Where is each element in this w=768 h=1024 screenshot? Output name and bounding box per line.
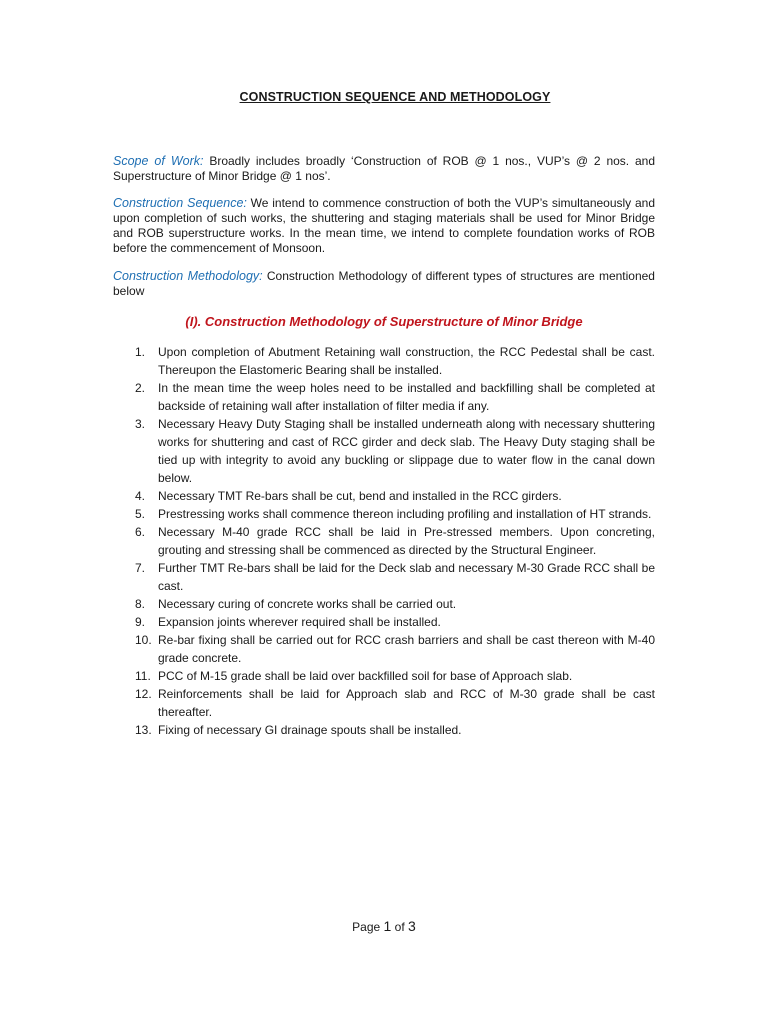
step-item [113,685,655,721]
step-number: 1. [135,345,146,359]
scope-of-work-paragraph [113,154,655,184]
document-title: CONSTRUCTION SEQUENCE AND METHODOLOGY [239,90,551,104]
methodology-steps-list [113,343,655,739]
step-text: Re-bar fixing shall be carried out for RCC crash barriers and shall be cast thereon with M-40 grade concrete. [158,633,655,665]
step-number: 9. [135,615,146,629]
step-text: Upon completion of Abutment Retaining wall construction, the RCC Pedestal shall be cast. Thereupon the Elastomeric Bearing shall be installed. [158,345,655,377]
scope-of-work-text: Broadly includes broadly ‘Construction of ROB @ 1 nos., VUP’s @ 2 nos. and Superstructure of Minor Bridge @ 1 nos’. [113,154,656,183]
step-text: PCC of M-15 grade shall be laid over backfilled soil for base of Approach slab. [158,669,573,683]
construction-sequence-text: We intend to commence construction of both the VUP’s simultaneously and upon completion of such works, the shuttering and staging materials shall be used for Minor Bridge and ROB superstructure works. In the mean time, we intend to complete foundation works of ROB before the commencement of Monsoon. [113,196,655,255]
step-item [113,523,655,559]
step-number: 2. [135,381,146,395]
step-text: Reinforcements shall be laid for Approach slab and RCC of M-30 grade shall be cast thereafter. [158,687,655,719]
step-item [113,595,655,613]
page-number: 1 [383,918,392,934]
construction-methodology-text: Construction Methodology of different types of structures are mentioned below [113,269,655,298]
step-item [113,667,655,685]
page-word: Page [352,920,384,934]
step-item [113,415,655,487]
step-number: 3. [135,417,146,431]
step-text: Expansion joints wherever required shall be installed. [158,615,441,629]
step-item [113,379,655,415]
step-text: Necessary M-40 grade RCC shall be laid in Pre-stressed members. Upon concreting, grouting and stressing shall be commenced as directed by the Structural Engineer. [158,525,655,557]
step-number: 5. [135,507,146,521]
step-item [113,613,655,631]
scope-of-work-label: Scope of Work: [113,154,204,168]
step-number: 4. [135,489,146,503]
step-text: Fixing of necessary GI drainage spouts shall be installed. [158,723,462,737]
step-item [113,559,655,595]
step-number: 8. [135,597,146,611]
step-item [113,487,655,505]
step-item [113,505,655,523]
step-number: 6. [135,525,146,539]
step-number: 10. [135,633,152,647]
step-text: Necessary Heavy Duty Staging shall be installed underneath along with necessary shuttering works for shuttering and cast of RCC girder and deck slab. The Heavy Duty staging shall be tied up with integrity to avoid any buckling or slippage due to water flow in the canal down below. [158,417,655,485]
section-heading: (I). Construction Methodology of Superstructure of Minor Bridge [185,314,583,329]
step-text: In the mean time the weep holes need to be installed and backfilling shall be completed at backside of retaining wall after installation of filter media if any. [158,381,655,413]
page-footer [0,918,768,934]
step-number: 11. [135,669,151,683]
step-text: Further TMT Re-bars shall be laid for the Deck slab and necessary M-30 Grade RCC shall be cast. [158,561,655,593]
step-item [113,343,655,379]
of-word: of [391,920,409,934]
step-number: 12. [135,687,152,701]
step-number: 7. [135,561,146,575]
construction-methodology-paragraph [113,269,655,299]
construction-sequence-label: Construction Sequence: [113,196,247,210]
step-text: Necessary curing of concrete works shall be carried out. [158,597,457,611]
step-item [113,631,655,667]
construction-sequence-paragraph [113,196,655,256]
page-total: 3 [408,918,416,934]
step-item [113,721,655,739]
construction-methodology-label: Construction Methodology: [113,269,263,283]
step-text: Prestressing works shall commence thereon including profiling and installation of HT strands. [158,507,652,521]
step-number: 13. [135,723,152,737]
step-text: Necessary TMT Re-bars shall be cut, bend and installed in the RCC girders. [158,489,562,503]
